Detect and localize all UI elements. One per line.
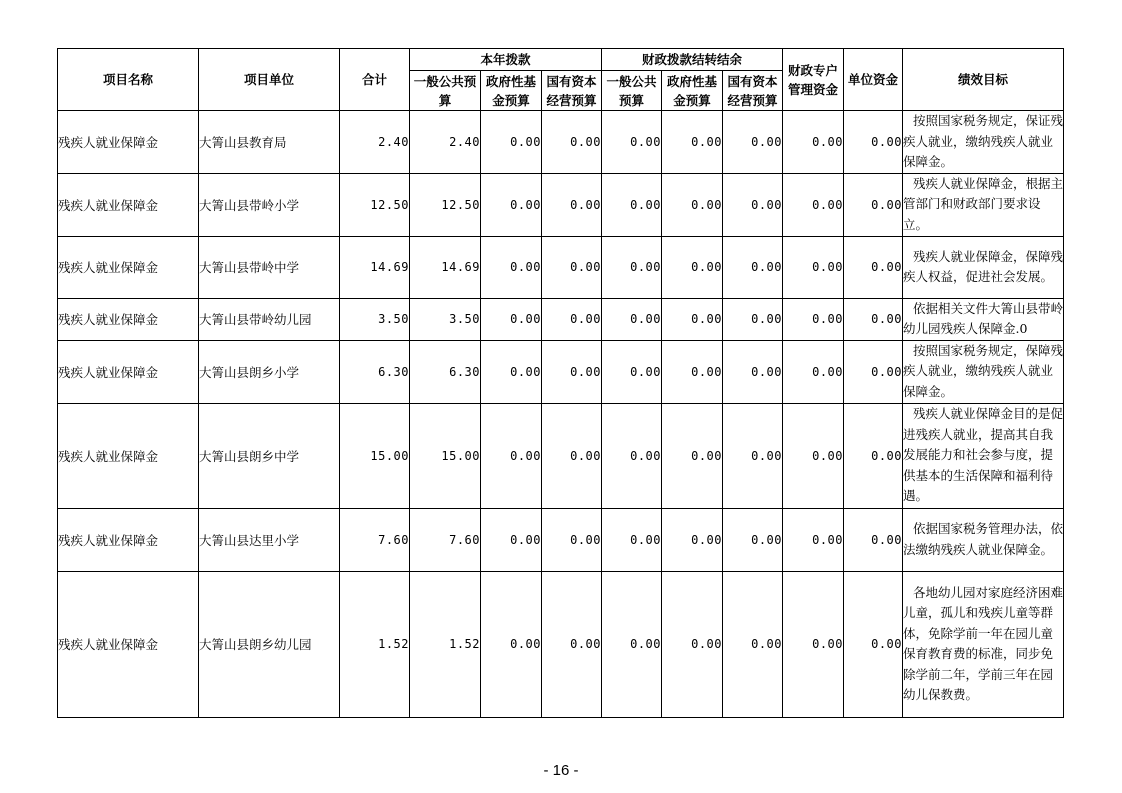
carry-state-capital-budget-cell: 0.00 [723,340,783,403]
project-unit-cell: 大箐山县朗乡中学 [199,403,340,508]
header-total: 合计 [340,49,410,111]
carry-gov-fund-budget-cell: 0.00 [662,340,723,403]
project-name-cell: 残疾人就业保障金 [58,508,199,571]
table-row [58,508,1064,571]
carry-state-capital-budget-cell: 0.00 [723,111,783,174]
total-cell: 6.30 [340,340,410,403]
carry-state-capital-budget-cell: 0.00 [723,236,783,298]
project-name-cell: 残疾人就业保障金 [58,111,199,174]
table-body [58,111,1064,718]
special-account-funds-cell: 0.00 [783,236,844,298]
carry-general-public-budget-cell: 0.00 [602,298,662,340]
state-capital-budget-cell: 0.00 [542,236,602,298]
header-state-capital-budget: 国有资本经营预算 [542,71,602,111]
gov-fund-budget-cell: 0.00 [481,111,542,174]
carry-state-capital-budget-cell: 0.00 [723,173,783,236]
general-public-budget-cell: 7.60 [410,508,481,571]
special-account-funds-cell: 0.00 [783,173,844,236]
performance-goal-cell: 残疾人就业保障金，根据主管部门和财政部门要求设立。 [903,173,1064,236]
project-unit-cell: 大箐山县达里小学 [199,508,340,571]
header-project-name: 项目名称 [58,49,199,111]
gov-fund-budget-cell: 0.00 [481,298,542,340]
unit-funds-cell: 0.00 [844,340,903,403]
gov-fund-budget-cell: 0.00 [481,340,542,403]
performance-goal-cell: 残疾人就业保障金目的是促进残疾人就业，提高其自我发展能力和社会参与度，提供基本的生活保障和福利待遇。 [903,403,1064,508]
unit-funds-cell: 0.00 [844,571,903,717]
gov-fund-budget-cell: 0.00 [481,236,542,298]
state-capital-budget-cell: 0.00 [542,111,602,174]
special-account-funds-cell: 0.00 [783,340,844,403]
state-capital-budget-cell: 0.00 [542,173,602,236]
total-cell: 1.52 [340,571,410,717]
table-row [58,298,1064,340]
carry-state-capital-budget-cell: 0.00 [723,571,783,717]
project-name-cell: 残疾人就业保障金 [58,340,199,403]
carry-general-public-budget-cell: 0.00 [602,571,662,717]
project-name-cell: 残疾人就业保障金 [58,298,199,340]
carry-general-public-budget-cell: 0.00 [602,236,662,298]
unit-funds-cell: 0.00 [844,403,903,508]
general-public-budget-cell: 3.50 [410,298,481,340]
table-row [58,236,1064,298]
carry-general-public-budget-cell: 0.00 [602,403,662,508]
special-account-funds-cell: 0.00 [783,403,844,508]
header-performance-goal: 绩效目标 [903,49,1064,111]
gov-fund-budget-cell: 0.00 [481,508,542,571]
unit-funds-cell: 0.00 [844,298,903,340]
gov-fund-budget-cell: 0.00 [481,571,542,717]
project-name-cell: 残疾人就业保障金 [58,236,199,298]
general-public-budget-cell: 2.40 [410,111,481,174]
carry-gov-fund-budget-cell: 0.00 [662,236,723,298]
state-capital-budget-cell: 0.00 [542,403,602,508]
table-row [58,111,1064,174]
performance-goal-cell: 按照国家税务规定，保障残疾人就业，缴纳残疾人就业保障金。 [903,340,1064,403]
page-number: - 16 - [543,762,579,779]
carry-state-capital-budget-cell: 0.00 [723,298,783,340]
general-public-budget-cell: 6.30 [410,340,481,403]
state-capital-budget-cell: 0.00 [542,508,602,571]
project-unit-cell: 大箐山县朗乡小学 [199,340,340,403]
project-unit-cell: 大箐山县带岭中学 [199,236,340,298]
total-cell: 3.50 [340,298,410,340]
gov-fund-budget-cell: 0.00 [481,403,542,508]
carry-state-capital-budget-cell: 0.00 [723,508,783,571]
header-row-1 [58,49,1064,71]
total-cell: 15.00 [340,403,410,508]
carry-general-public-budget-cell: 0.00 [602,508,662,571]
header-current-year-allocation: 本年拨款 [410,49,602,71]
carry-gov-fund-budget-cell: 0.00 [662,298,723,340]
header-project-unit: 项目单位 [199,49,340,111]
performance-goal-cell: 各地幼儿园对家庭经济困难儿童，孤儿和残疾儿童等群体，免除学前一年在园儿童保育教育费的标准，同步免除学前二年，学前三年在园幼儿保教费。 [903,571,1064,717]
unit-funds-cell: 0.00 [844,173,903,236]
project-unit-cell: 大箐山县带岭幼儿园 [199,298,340,340]
general-public-budget-cell: 15.00 [410,403,481,508]
total-cell: 2.40 [340,111,410,174]
total-cell: 12.50 [340,173,410,236]
carry-general-public-budget-cell: 0.00 [602,111,662,174]
carry-gov-fund-budget-cell: 0.00 [662,111,723,174]
performance-goal-cell: 依据相关文件大箐山县带岭幼儿园残疾人保障金.0 [903,298,1064,340]
header-carry-state-capital-budget: 国有资本经营预算 [723,71,783,111]
header-gov-fund-budget: 政府性基金预算 [481,71,542,111]
unit-funds-cell: 0.00 [844,111,903,174]
unit-funds-cell: 0.00 [844,508,903,571]
carry-gov-fund-budget-cell: 0.00 [662,173,723,236]
header-carryover: 财政拨款结转结余 [602,49,783,71]
performance-goal-cell: 残疾人就业保障金，保障残疾人权益，促进社会发展。 [903,236,1064,298]
state-capital-budget-cell: 0.00 [542,340,602,403]
total-cell: 14.69 [340,236,410,298]
special-account-funds-cell: 0.00 [783,111,844,174]
carry-general-public-budget-cell: 0.00 [602,173,662,236]
gov-fund-budget-cell: 0.00 [481,173,542,236]
header-general-public-budget: 一般公共预算 [410,71,481,111]
special-account-funds-cell: 0.00 [783,298,844,340]
performance-goal-cell: 依据国家税务管理办法，依法缴纳残疾人就业保障金。 [903,508,1064,571]
budget-table [57,48,1064,718]
special-account-funds-cell: 0.00 [783,508,844,571]
project-unit-cell: 大箐山县带岭小学 [199,173,340,236]
table-row [58,403,1064,508]
carry-state-capital-budget-cell: 0.00 [723,403,783,508]
special-account-funds-cell: 0.00 [783,571,844,717]
carry-gov-fund-budget-cell: 0.00 [662,571,723,717]
project-unit-cell: 大箐山县教育局 [199,111,340,174]
project-name-cell: 残疾人就业保障金 [58,571,199,717]
header-carry-gov-fund-budget: 政府性基金预算 [662,71,723,111]
general-public-budget-cell: 12.50 [410,173,481,236]
header-special-account-funds: 财政专户管理资金 [783,49,844,111]
state-capital-budget-cell: 0.00 [542,298,602,340]
performance-goal-cell: 按照国家税务规定，保证残疾人就业，缴纳残疾人就业保障金。 [903,111,1064,174]
carry-general-public-budget-cell: 0.00 [602,340,662,403]
carry-gov-fund-budget-cell: 0.00 [662,403,723,508]
general-public-budget-cell: 14.69 [410,236,481,298]
table-row [58,340,1064,403]
table-row [58,571,1064,717]
header-carry-general-public-budget: 一般公共预算 [602,71,662,111]
project-name-cell: 残疾人就业保障金 [58,173,199,236]
table-row [58,173,1064,236]
header-unit-funds: 单位资金 [844,49,903,111]
project-name-cell: 残疾人就业保障金 [58,403,199,508]
total-cell: 7.60 [340,508,410,571]
carry-gov-fund-budget-cell: 0.00 [662,508,723,571]
state-capital-budget-cell: 0.00 [542,571,602,717]
unit-funds-cell: 0.00 [844,236,903,298]
general-public-budget-cell: 1.52 [410,571,481,717]
project-unit-cell: 大箐山县朗乡幼儿园 [199,571,340,717]
